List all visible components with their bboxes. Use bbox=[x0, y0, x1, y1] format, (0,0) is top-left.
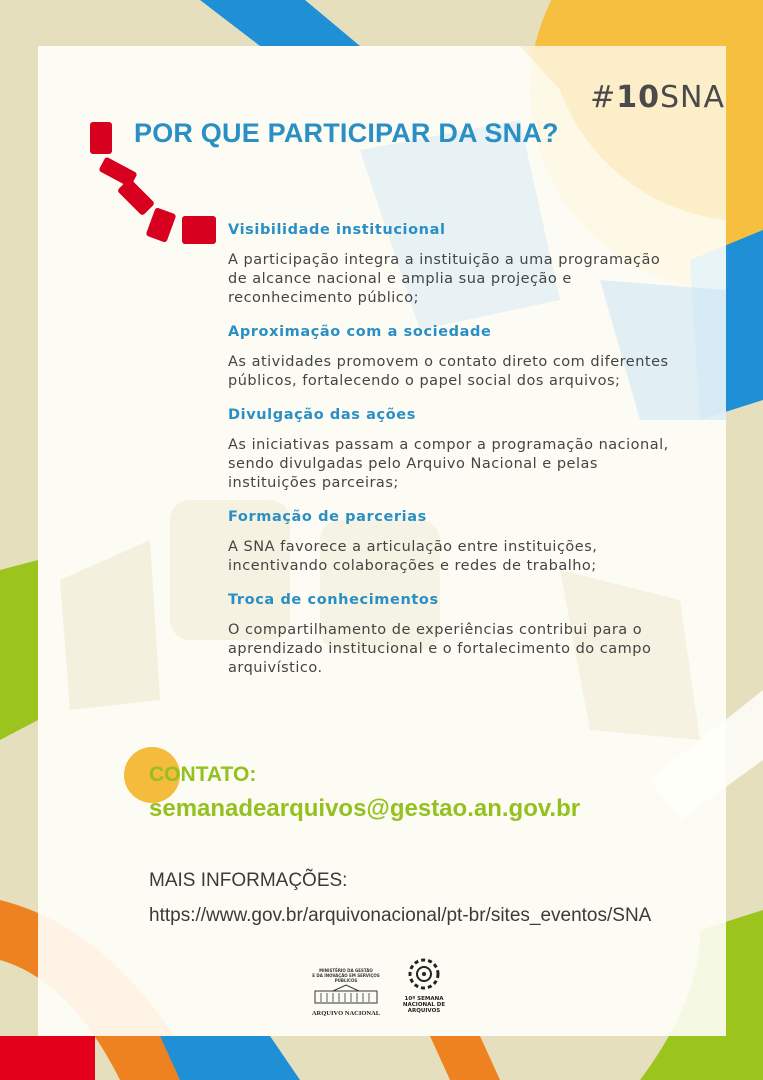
page-title: POR QUE PARTICIPAR DA SNA? bbox=[134, 118, 559, 148]
more-info-label: MAIS INFORMAÇÕES: bbox=[149, 870, 348, 891]
reason-heading: Troca de conhecimentos bbox=[228, 592, 439, 608]
reason-heading: Divulgação das ações bbox=[228, 407, 416, 423]
logo-arquivo-nacional-text: ARQUIVO NACIONAL bbox=[311, 1010, 381, 1017]
reason-text: A participação integra a instituição a uma programação de alcance nacional e amplia sua projeção e reconhecimento público; bbox=[228, 252, 661, 306]
reason-heading: Aproximação com a sociedade bbox=[228, 324, 492, 340]
reason-text: As atividades promovem o contato direto com diferentes públicos, fortalecendo o papel social dos arquivos; bbox=[228, 354, 669, 389]
reason-text: O compartilhamento de experiências contribui para o aprendizado institucional e o fortalecimento do campo arquivístico. bbox=[228, 622, 652, 676]
sna-logo bbox=[398, 956, 450, 1014]
sna-logo-line3: ARQUIVOS bbox=[407, 1008, 441, 1014]
sna-logo-line1: 10ª SEMANA bbox=[404, 996, 444, 1002]
reason-heading: Visibilidade institucional bbox=[228, 222, 446, 238]
hashtag-10sna: #10SNA bbox=[590, 80, 725, 115]
contact-label: CONTATO: bbox=[149, 763, 257, 786]
sna-spiral-icon bbox=[404, 956, 444, 992]
reason-text: A SNA favorece a articulação entre instituições, incentivando colaborações e redes de trabalho; bbox=[228, 539, 598, 574]
reason-item bbox=[228, 590, 698, 678]
reason-text: As iniciativas passam a compor a programação nacional, sendo divulgadas pelo Arquivo Nacional e pelas instituições parceiras; bbox=[228, 437, 669, 491]
reason-item bbox=[228, 405, 698, 493]
building-icon bbox=[313, 983, 379, 1005]
logo-ministry-subline: E DA INOVAÇÃO EM SERVIÇOS PÚBLICOS bbox=[312, 973, 380, 983]
reason-heading: Formação de parcerias bbox=[228, 509, 427, 525]
arquivo-nacional-logo bbox=[308, 968, 384, 1017]
contact-email-link[interactable]: semanadearquivos@gestao.an.gov.br bbox=[149, 795, 581, 822]
reason-item bbox=[228, 220, 698, 308]
reason-item bbox=[228, 507, 698, 576]
sna-logo-line2: NACIONAL DE bbox=[402, 1002, 446, 1008]
logo-ministry-line: MINISTÉRIO DA GESTÃO bbox=[319, 968, 373, 973]
reason-item bbox=[228, 322, 698, 391]
reasons-list bbox=[228, 220, 698, 692]
more-info-url-link[interactable]: https://www.gov.br/arquivonacional/pt-br/sites_eventos/SNA bbox=[149, 905, 652, 926]
